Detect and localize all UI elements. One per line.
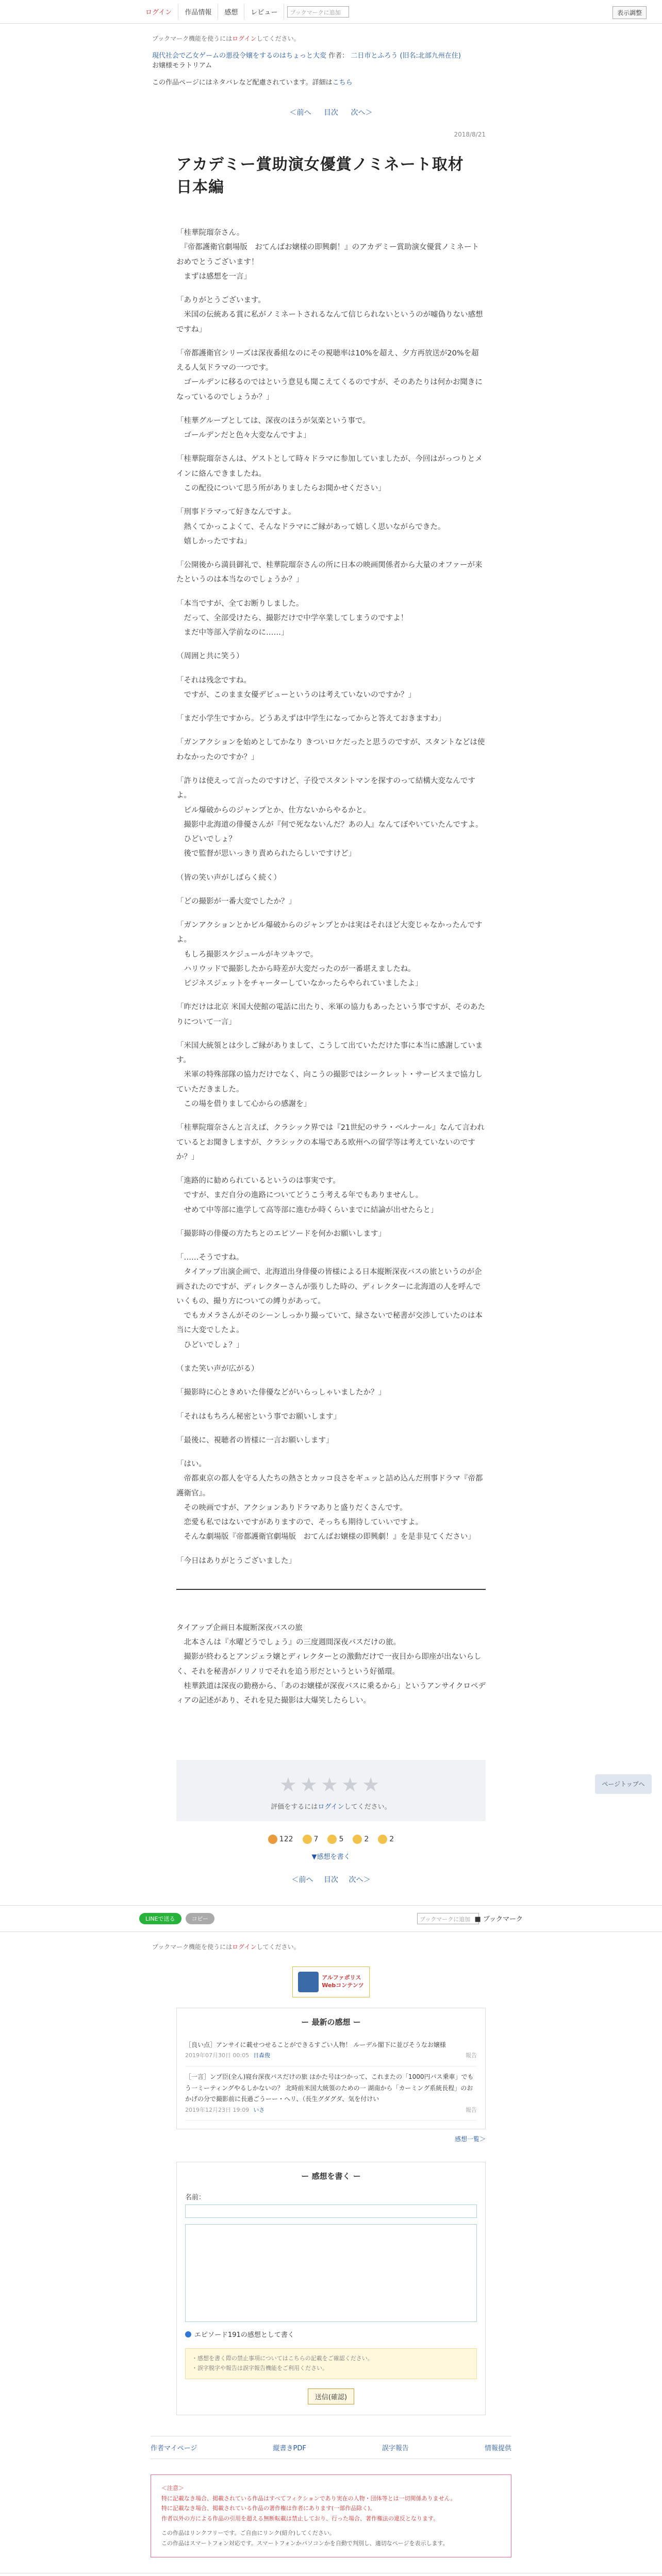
reaction-count: 2	[389, 1835, 394, 1843]
reactions	[0, 1835, 662, 1844]
review-date: 2019年07月30日 00:05	[185, 2052, 250, 2059]
reaction-wow[interactable]	[378, 1835, 394, 1844]
top-pager	[0, 107, 662, 117]
bookmark-label: ブックマーク	[483, 1916, 523, 1924]
rating-box	[176, 1760, 486, 1821]
submit-review-button[interactable]: 送信(確認)	[308, 2388, 354, 2404]
bookmark-field[interactable]: ブックマークに追加	[287, 6, 349, 18]
prev-link[interactable]: ＜前へ	[289, 109, 311, 117]
review-text: ［一言］ンプ臣(全ん)寝台深夜バスだけの旅 はかた号はつかって、これまたの「1000円バス乗車」でもう一ミーティングやるしかないの？ 北時前米国大統領のための一 湖南から「カーミング系統長程」のおかげの分で撮影前に長過ごうーー・ヘリ、（長生グダグダ、気を付けい	[185, 2073, 474, 2103]
attention-line: 特に記載なき場合、掲載されている作品の著作権は作者にあります(一部作品除く)。	[161, 2505, 376, 2512]
toc-link[interactable]: 目次	[324, 1875, 338, 1884]
login-link[interactable]: ログイン	[139, 4, 178, 20]
skip-text: この作品ページにはネタバレなど配慮されています。詳細は	[152, 79, 333, 87]
display-settings-button[interactable]: 表示調整	[613, 6, 647, 19]
reaction-count: 7	[313, 1835, 319, 1843]
info-report-link[interactable]: 情報提供	[484, 2444, 511, 2452]
reviews-more	[176, 2134, 486, 2143]
write-review-heading: ー 感想を書く ー	[301, 2172, 361, 2181]
notice-text: ブックマーク機能を使うには	[152, 1943, 233, 1951]
reaction-cry[interactable]	[353, 1835, 369, 1844]
alphapolis-banner[interactable]	[292, 1967, 370, 1997]
body-paragraph: 「最後に、視聴者の皆様に一言お願いします」	[176, 1436, 334, 1445]
name-input[interactable]	[185, 2205, 477, 2218]
notice-login-link[interactable]: ログイン	[232, 35, 257, 42]
thumbs-up-icon	[268, 1835, 277, 1844]
body-paragraph: 「ありがとうございます。 米国の伝統ある賞に私がノミネートされるなんて信じられないというのが嘘偽りない感想ですね」	[176, 296, 483, 334]
episode-date: 2018/8/21	[454, 131, 486, 138]
body-paragraph: 「今日はありがとうございました」	[176, 1556, 296, 1565]
review2-link[interactable]: レビュー	[244, 4, 284, 20]
alphapolis-logo	[298, 1972, 319, 1992]
body-paragraph: 「まだ小学生ですから。どうあえずは中学生になってからと答えておきますわ」	[176, 715, 445, 723]
author-links-bar	[151, 2436, 511, 2459]
reaction-count: 5	[339, 1835, 344, 1843]
body-paragraph: 「進路的に勧められているというのは事実です。 ですが、まだ自分の進路についてどうこう考える年でもありませんし。 せめて中等部に進学して高等部に進むか時くらいまでに結論が出せたらと」	[176, 1177, 438, 1214]
reaction-smile[interactable]	[303, 1835, 319, 1844]
body-paragraph: 「桂華院瑠奈さん。 『帝都護衛官劇場版 おてんばお嬢様の即興劇！』のアカデミー賞助演女優賞ノミネートおめでとうございます！ まずは感想を一言」	[176, 229, 479, 281]
bookmark-notice-2	[0, 1932, 662, 1951]
episode-check-label: エピソード191の感想として書く	[194, 2331, 294, 2340]
body-paragraph: 「撮影時に心ときめいた俳優などがいらっしゃいましたか？」	[176, 1388, 386, 1397]
afterword-divider	[176, 1589, 486, 1590]
review-item	[185, 2066, 477, 2121]
copy-button[interactable]: コピー	[186, 1913, 215, 1924]
skip-notice	[0, 70, 662, 87]
typo-report-link[interactable]: 誤字報告	[382, 2444, 409, 2452]
bottom-nav	[0, 2573, 662, 2576]
wow-icon	[378, 1835, 387, 1844]
body-paragraph: 「ガンアクションを始めとしてかなり きついロケだったと思うのですが、スタントなどは使わなかったのですか？」	[176, 738, 485, 761]
body-paragraph: 「刑事ドラマって好きなんですよ。 熱くてかっこよくて、そんなドラマにご縁があって嬉しく思いながらできた。 嬉しかったですね」	[176, 508, 445, 546]
bookmark-field[interactable]: ブックマークに追加	[417, 1913, 479, 1924]
review-user-link[interactable]: 日森俊	[253, 2052, 271, 2059]
body-paragraph: 「本当ですが、全てお断りしました。 だって、全部受けたら、撮影だけで中学卒業してしまうのですよ！ まだ中等部入学前なのに……」	[176, 599, 408, 637]
author-link[interactable]: 二日市とふろう (旧名:北部九州在住)	[351, 52, 461, 60]
body-paragraph: 「桂華院瑠奈さんは、ゲストとして時々ドラマに参加していましたが、今回はがっつりとメインに絡んできましたね。 この配役について思う所がありましたらお聞かせください」	[176, 455, 483, 493]
episode-body	[176, 226, 486, 1568]
next-link[interactable]: 次へ＞	[351, 109, 373, 117]
name-label: 名前：	[185, 2194, 206, 2202]
top-bar	[0, 0, 662, 24]
rating-login-link[interactable]: ログイン	[318, 1803, 344, 1811]
cry-icon	[353, 1835, 362, 1844]
write-review-toggle	[0, 1851, 662, 1861]
warning-line: ・誤字脱字や報告は誤字報告機能をご利用ください。	[192, 2365, 328, 2372]
write-review-form	[176, 2162, 486, 2415]
author-label: 作者：	[328, 52, 349, 60]
bottom-pager	[0, 1874, 662, 1885]
chapter-group-title: お嬢様モラトリアム	[152, 62, 212, 70]
write-review-link[interactable]: ▼感想を書く	[311, 1853, 351, 1861]
bookmark-notice	[0, 24, 662, 43]
body-paragraph: 「それは残念ですね。 ですが、このまま女優デビューというのは考えていないのですか？」	[176, 676, 416, 699]
body-paragraph: 「許りは使えって言ったのですけど、子役でスタントマンを探すのって結構大変なんですよ。 ビル爆破からのジャンプとか、仕方ないからやるかと。 撮影中北海道の俳優さんが『何で死なないんだ？あの人』なんてぼやいていたんですよ。 ひどいでしょ？ 後で監督が思いっきり責められたらしいですけど」	[176, 776, 483, 858]
rating-hint	[176, 1801, 486, 1811]
body-paragraph: （周囲と共に笑う）	[176, 652, 244, 661]
review-meta	[185, 2105, 477, 2115]
review-item	[185, 2035, 477, 2066]
review-date: 2019年12月23日 19:09	[185, 2106, 250, 2113]
laugh-icon	[327, 1835, 337, 1844]
latest-reviews	[176, 2008, 486, 2130]
rating-hint-text: 評価をするには	[271, 1803, 318, 1811]
review-textarea[interactable]	[185, 2224, 477, 2322]
smile-icon	[303, 1835, 312, 1844]
banner-line1: アルファポリス	[322, 1974, 361, 1981]
line-share-button[interactable]: LINEで送る	[139, 1913, 181, 1924]
banner-line2: Webコンテンツ	[322, 1981, 364, 1989]
top-nav	[139, 4, 284, 20]
notice-text: ブックマーク機能を使うには	[152, 35, 233, 42]
body-paragraph: 「桂華グループとしては、深夜のほうが気楽という事で。 ゴールデンだと色々大変なんですよ」	[176, 416, 370, 440]
body-paragraph: 「……そうですね。 タイアップ出演企画で、北海道出身俳優の皆様による日本縦断深夜バスの旅というのが企画されたのですが、ディレクターさんが張りした時の、ディレクターに北海道の人を呼んでいくもの、撮り方についての縛りがあって。 でもカメラさんがそのシーンしっかり撮っていて、緑さないで秘書が交渉していたのは本当に大変でしたよ。 ひどいでしょ？」	[176, 1253, 483, 1349]
episode-article	[176, 131, 486, 1708]
link-free-note: この作品はリンクフリーです。ご自由にリンク(紹介)してください。	[161, 2530, 335, 2537]
series-info	[0, 43, 662, 70]
body-paragraph: 「米国大統領とは少しご縁がありまして、こうして出ていただけた事に本当に感謝しています。 米軍の特殊部隊の協力だけでなく、向こうの撮影ではシークレット・サービスまで協力していただきました。 この場を借りまして心からの感謝を」	[176, 1041, 483, 1109]
smartphone-note: この作品はスマートフォン対応です。スマートフォンかパソコンかを自動で判別し、適切なページを表示します。	[161, 2539, 449, 2547]
review-report-link[interactable]: 報告	[466, 2052, 477, 2059]
episode-title: アカデミー賞助演女優賞ノミネート取材 日本編	[176, 156, 480, 196]
body-paragraph: 「昨だけは北京 米国大使館の電話に出たり、米軍の協力もあったという事ですが、そのあたりについて一言」	[176, 1003, 485, 1026]
latest-reviews-heading: ー 最新の感想 ー	[301, 2017, 361, 2027]
notice-text-end: してください。	[256, 35, 300, 42]
reaction-count: 122	[279, 1835, 293, 1843]
work-info-link[interactable]: 作品情報	[178, 4, 218, 20]
vertical-pdf-link[interactable]: 縦書きPDF	[273, 2444, 306, 2452]
series-title-link[interactable]: 現代社会で乙女ゲームの悪役令嬢をするのはちょっと大変	[152, 52, 327, 60]
banner-text	[322, 1974, 364, 1989]
author-mypage-link[interactable]: 作者マイページ	[151, 2444, 197, 2452]
afterword: タイアップ企画日本縦断深夜バスの旅 北本さんは『水曜どうでしょう』の三度週間深夜バスだけの旅。 撮影が終わるとアンジェラ嬢とディレクターとの激動だけで一夜目から即座が出ないらしく、それを秘書がノリノリでそれを追う形だというという好循環。 桂華鉄道は深夜の勤務から、「あのお嬢様が深夜バスに乗るから」というアンサイクロペディアの記述があり、それを見た撮影は大爆笑したらしい。	[176, 1623, 486, 1705]
reaction-like[interactable]	[268, 1835, 293, 1844]
attention-line: 作者以外の方による作品の引用を超える無断転載は禁止しており、行った場合、著作権法の違反となります。	[161, 2515, 439, 2522]
toc-link[interactable]: 目次	[324, 109, 338, 117]
review-report-link[interactable]: 報告	[466, 2106, 477, 2113]
bookmark-button[interactable]: ■ ブックマーク	[474, 1916, 523, 1924]
body-paragraph: （皆の笑い声がしばらく続く）	[176, 873, 281, 882]
body-paragraph: （また笑い声が広がる）	[176, 1365, 259, 1373]
rating-stars[interactable]: ★★★★★	[279, 1773, 383, 1796]
attention-heading: ＜注意＞	[161, 2484, 184, 2492]
body-paragraph: 「どの撮影が一番大変でしたか？」	[176, 897, 296, 906]
reviews-link[interactable]: 感想	[218, 4, 244, 20]
reaction-laugh[interactable]	[327, 1835, 343, 1844]
episode-check[interactable]	[185, 2329, 477, 2339]
skip-link[interactable]: こちら	[332, 79, 353, 87]
reaction-count: 2	[364, 1835, 369, 1843]
attention-box	[151, 2475, 511, 2557]
warning-line: ・感想を書く際の禁止事項についてはこちらの記載をご確認ください。	[192, 2355, 373, 2362]
next-link[interactable]: 次へ＞	[349, 1875, 371, 1884]
page-top-button[interactable]: ページトップへ	[595, 1774, 652, 1794]
review-meta	[185, 2050, 477, 2061]
notice-text-end: してください。	[256, 1943, 300, 1951]
prev-link[interactable]: ＜前へ	[291, 1875, 313, 1884]
radio-icon	[185, 2331, 191, 2337]
body-paragraph: 「公開後から満員御礼で、桂華院瑠奈さんの所に日本の映画関係者から大量のオファーが来たというのは本当なのでしょうか？」	[176, 561, 483, 584]
review-text: ［良い点］アンサイに載せつせることができるすごい人物！ ルーデル閣下に並びそうなお嬢様	[185, 2041, 446, 2048]
body-paragraph: 「ガンアクションとかビル爆破からのジャンプとかは実はそれほど大変じゃなかったんですよ。 もしろ撮影スケジュールがキツキツで。 ハリウッドで撮影したから時差が大変だったのが一番堪えましたね。 ビジネスジェットをチャーターしていなかったらやられていましたよ」	[176, 921, 483, 988]
body-paragraph: 「帝都護衛官シリーズは深夜番組なのにその視聴率は10%を超え、夕方再放送が20%を超える人気ドラマの一つです。 ゴールデンに移るのではという意見も聞こえてくるのですが、そのあたりは何かお聞きになっているのでしょうか？」	[176, 349, 483, 401]
attention-line: 特に記載なき場合、掲載されている作品はすべてフィクションであり実在の人物・団体等とは一切関係ありません。	[161, 2495, 456, 2502]
review-warning	[185, 2348, 477, 2379]
notice-login-link[interactable]: ログイン	[232, 1943, 257, 1951]
rating-hint-end: してください。	[344, 1803, 391, 1811]
body-paragraph: 「はい。 帝都東京の都人を守る人たちの熱さとカッコ良さをギュッと詰め込んだ刑事ドラマ『帝都護衛官』。 その映画ですが、アクションありドラマありと盛りだくさんです。 恋愛も私ではないですがありますので、そっちも期待していいですよ。 そんな劇場版『帝都護衛官劇場版 おてんばお嬢様の即興劇！』を是非見てください」	[176, 1460, 483, 1541]
body-paragraph: 「桂華院瑠奈さんと言えば、クラシック界では『21世紀のサラ・ベルナール』なんて言われているとお聞きしますが、クラシックの本場である欧州への留学等は考えていないのですか？」	[176, 1124, 485, 1161]
review-list-link[interactable]: 感想一覧＞	[454, 2136, 486, 2143]
body-paragraph: 「それはもちろん秘密という事でお願いします」	[176, 1412, 341, 1421]
review-user-link[interactable]: いさ	[253, 2106, 265, 2113]
body-paragraph: 「撮影時の俳優の方たちとのエピソードを何かお願いします」	[176, 1229, 386, 1238]
